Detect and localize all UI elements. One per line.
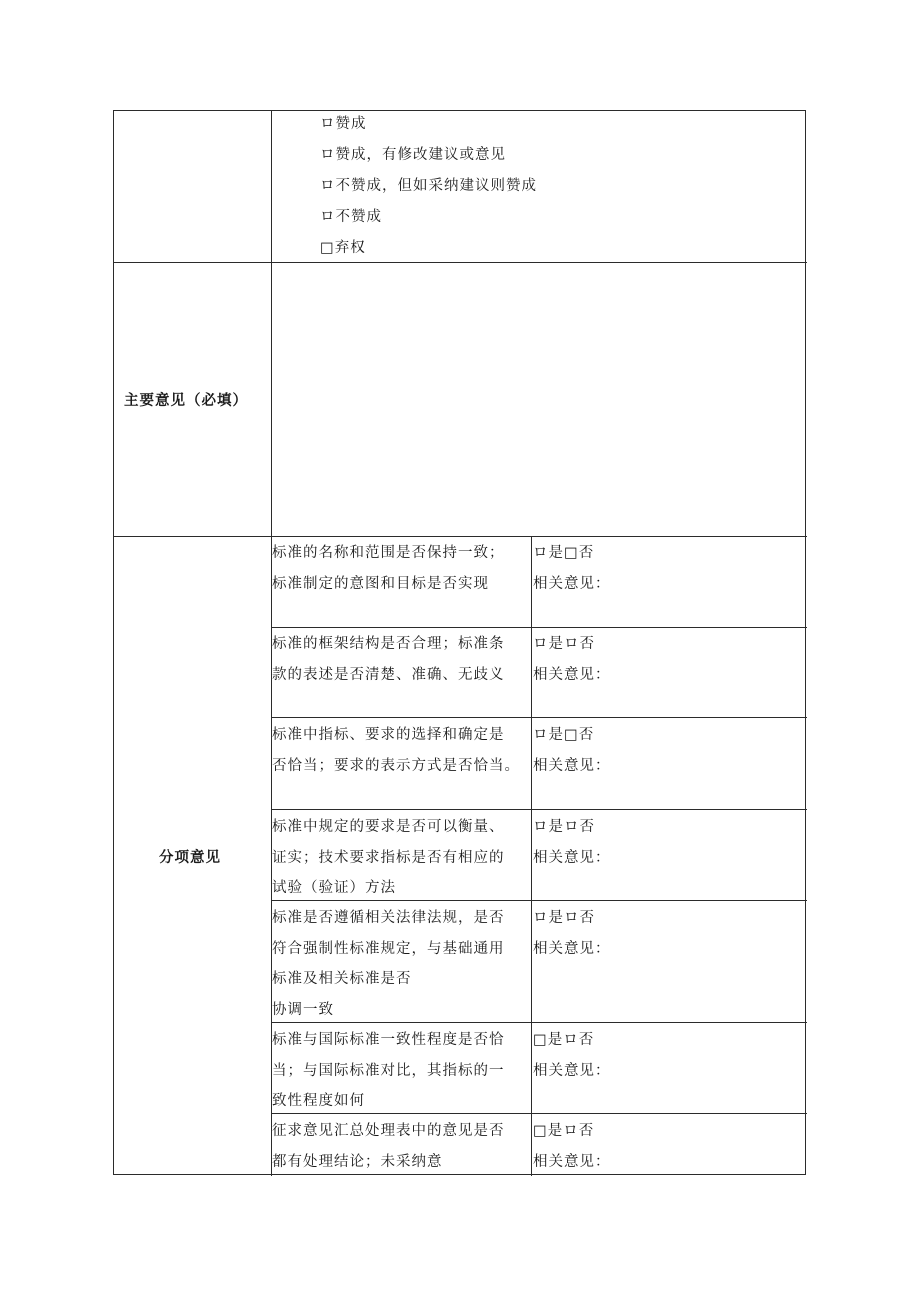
item-line: 试验（验证）方法 — [272, 880, 396, 896]
yes-no-choice[interactable]: ロ是ロ否 — [533, 636, 595, 652]
comment-label: 相关意见： — [533, 850, 611, 866]
item-text-6 — [272, 1025, 530, 1117]
item-line: 标准的名称和范围是否保持一致； — [272, 545, 505, 561]
item-line: 标准是否遵循相关法律法规，是否 — [272, 910, 505, 926]
item-line: 致性程度如何 — [272, 1093, 365, 1109]
item-text-4 — [272, 812, 530, 904]
vote-option-conditional[interactable]: ロ不赞成，但如采纳建议则赞成 — [320, 178, 537, 194]
column-divider-response — [531, 536, 532, 1176]
item-response-6 — [533, 1025, 611, 1087]
vote-option-abstain[interactable]: □弃权 — [320, 240, 366, 256]
item-line: 协调一致 — [272, 1001, 334, 1018]
item-response-4 — [533, 812, 611, 874]
vote-option-approve[interactable]: ロ赞成 — [320, 116, 367, 132]
main-opinion-input[interactable] — [274, 265, 804, 533]
item-line: 征求意见汇总处理表中的意见是否 — [272, 1123, 505, 1139]
item-response-7 — [533, 1116, 611, 1178]
item-response-1 — [533, 538, 611, 600]
yes-no-choice[interactable]: ロ是□否 — [533, 545, 595, 561]
comment-label: 相关意见： — [533, 576, 611, 592]
item-divider — [271, 627, 807, 628]
item-text-1 — [272, 538, 530, 599]
item-response-3 — [533, 720, 611, 782]
row-divider-main — [114, 536, 807, 537]
item-line: 标准及相关标准是否 — [272, 971, 412, 987]
yes-no-choice[interactable]: ロ是□否 — [533, 727, 595, 743]
item-text-3 — [272, 720, 530, 781]
item-divider — [271, 809, 807, 810]
item-line: 都有处理结论；未采纳意 — [272, 1153, 443, 1170]
item-text-2 — [272, 629, 530, 690]
comment-label: 相关意见： — [533, 758, 611, 774]
yes-no-choice[interactable]: □是ロ否 — [533, 1032, 595, 1048]
item-line: 证实；技术要求指标是否有相应的 — [272, 849, 505, 866]
sub-opinion-label: 分项意见 — [159, 850, 221, 866]
item-line: 款的表述是否清楚、准确、无歧义 — [272, 666, 505, 683]
vote-option-disapprove[interactable]: ロ不赞成 — [320, 209, 382, 225]
item-line: 否恰当；要求的表示方式是否恰当。 — [272, 757, 520, 774]
item-response-5 — [533, 903, 611, 965]
vote-option-approve-with-comments[interactable]: ロ赞成，有修改建议或意见 — [320, 147, 506, 163]
item-line: 标准中指标、要求的选择和确定是 — [272, 727, 505, 743]
comment-label: 相关意见： — [533, 1154, 611, 1170]
row-divider-vote — [114, 262, 807, 263]
yes-no-choice[interactable]: ロ是ロ否 — [533, 819, 595, 835]
yes-no-choice[interactable]: □是ロ否 — [533, 1123, 595, 1139]
item-text-7 — [272, 1116, 530, 1177]
item-line: 标准制定的意图和目标是否实现 — [272, 575, 489, 592]
item-divider — [271, 717, 807, 718]
comment-label: 相关意见： — [533, 667, 611, 683]
item-text-5 — [272, 903, 530, 1025]
item-line: 当；与国际标准对比，其指标的一 — [272, 1062, 505, 1079]
item-line: 标准与国际标准一致性程度是否恰 — [272, 1032, 505, 1048]
item-response-2 — [533, 629, 611, 691]
comment-label: 相关意见： — [533, 1063, 611, 1079]
item-line: 标准的框架结构是否合理；标准条 — [272, 636, 505, 652]
comment-label: 相关意见： — [533, 941, 611, 957]
item-line: 标准中规定的要求是否可以衡量、 — [272, 819, 505, 835]
yes-no-choice[interactable]: ロ是ロ否 — [533, 910, 595, 926]
main-opinion-label: 主要意见（必填） — [124, 393, 248, 409]
item-line: 符合强制性标准规定，与基础通用 — [272, 940, 505, 957]
review-form-table — [113, 110, 806, 1175]
